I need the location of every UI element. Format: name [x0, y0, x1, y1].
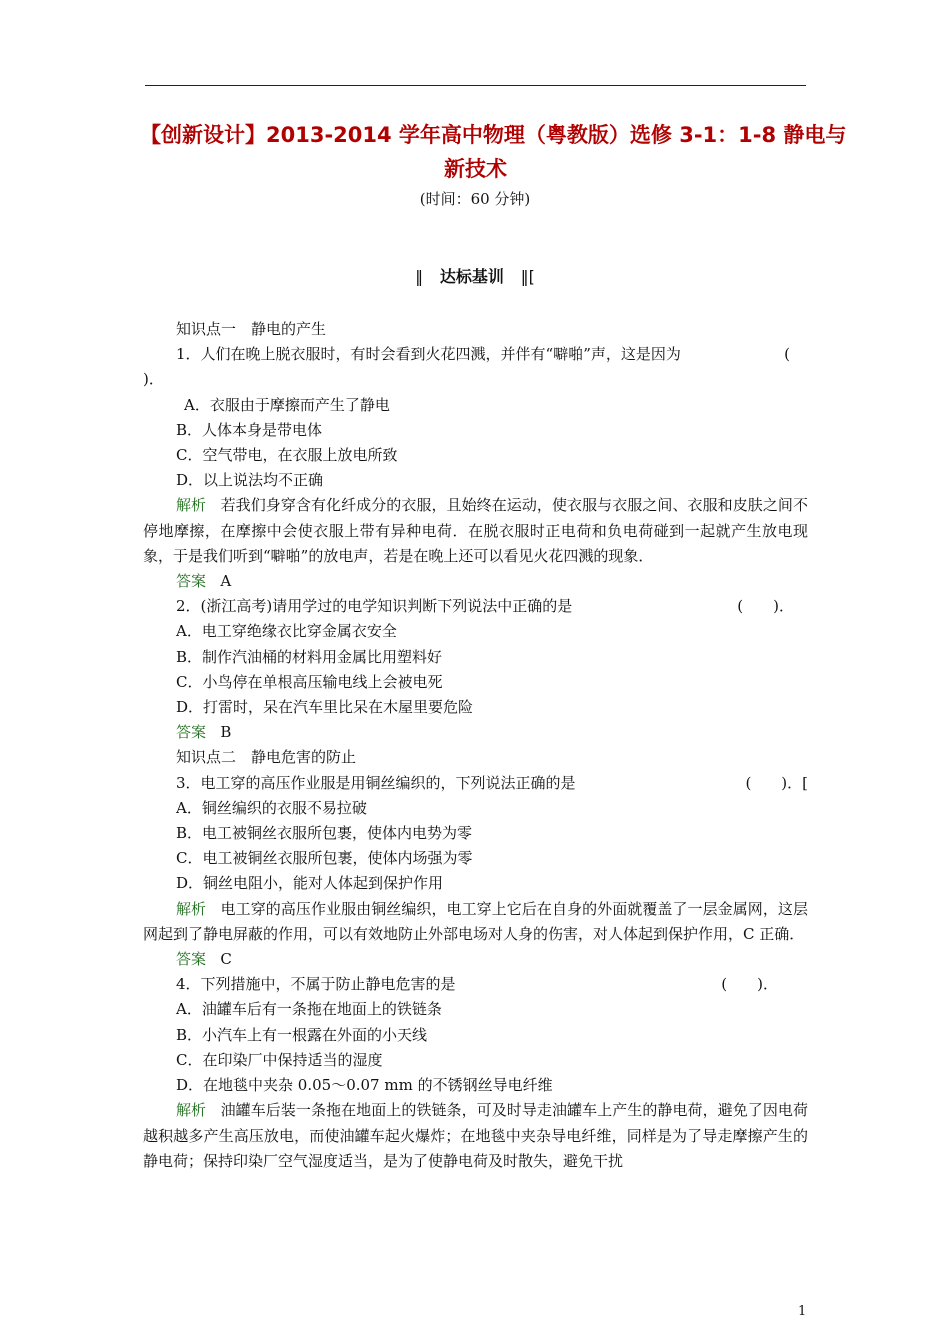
question-1-bracket-close: )．	[143, 370, 164, 389]
analysis-text: 若我们身穿含有化纤成分的衣服，且始终在运动，使衣服与衣服之间、衣服和皮肤之间不停地摩擦，在摩擦中会使衣服上带有异种电荷．在脱衣服时正电荷和负电荷碰到一起就产生放电现象，于是我们听到“噼啪”的放电声，若是在晚上还可以看见火花四溅的现象．	[143, 496, 808, 565]
title-line-2: 新技术	[444, 157, 507, 181]
document-title	[140, 118, 847, 186]
question-1-answer	[176, 569, 808, 594]
question-3-analysis	[143, 897, 808, 947]
question-3-option-d: D．铜丝电阻小，能对人体起到保护作用	[176, 874, 444, 893]
question-4-option-a: A．油罐车后有一条拖在地面上的铁链条	[176, 1000, 442, 1019]
question-4-option-c: C．在印染厂中保持适当的湿度	[176, 1050, 383, 1069]
header-rule	[145, 85, 806, 86]
question-4-analysis	[143, 1098, 808, 1174]
question-2-option-d: D．打雷时，呆在汽车里比呆在木屋里要危险	[176, 698, 474, 717]
answer-value: A	[220, 572, 232, 591]
analysis-label: 解析	[176, 496, 207, 515]
exercise-content	[143, 317, 808, 1174]
question-1-stem	[176, 342, 808, 367]
question-2-option-a: A．电工穿绝缘衣比穿金属衣安全	[176, 622, 397, 641]
page-number: 1	[798, 1304, 807, 1319]
title-line-1: 【创新设计】2013-2014 学年高中物理（粤教版）选修 3-1：1-8 静电与	[140, 123, 847, 147]
question-1-analysis	[143, 493, 808, 569]
question-1-option-a: A．衣服由于摩擦而产生了静电	[184, 395, 390, 414]
answer-value: B	[220, 723, 232, 742]
knowledge-point-2: 知识点二 静电危害的防止	[176, 748, 357, 767]
question-1-bracket-open: (	[784, 345, 790, 364]
section-right-bars: ‖[	[520, 267, 535, 286]
answer-label: 答案	[176, 572, 207, 591]
question-1-option-d: D．以上说法均不正确	[176, 471, 324, 490]
question-2-bracket: ( )．	[737, 597, 794, 616]
analysis-text: 油罐车后装一条拖在地面上的铁链条，可及时导走油罐车上产生的静电荷，避免了因电荷越积越多产生高压放电，而使油罐车起火爆炸；在地毯中夹杂导电纤维，同样是为了导走摩擦产生的静电荷；保持印染厂空气湿度适当，是为了使静电荷及时散失，避免干扰	[143, 1101, 808, 1170]
answer-value: C	[220, 950, 232, 969]
question-1-text: 1．人们在晚上脱衣服时，有时会看到火花四溅，并伴有“噼啪”声，这是因为	[176, 345, 681, 364]
knowledge-point-1: 知识点一 静电的产生	[176, 320, 327, 338]
time-limit: (时间：60 分钟)	[419, 190, 531, 208]
question-3-option-a: A．铜丝编织的衣服不易拉破	[176, 798, 367, 817]
section-label: 达标基训	[439, 267, 504, 286]
analysis-text: 电工穿的高压作业服由铜丝编织，电工穿上它后在自身的外面就覆盖了一层金属网，这层网起到了静电屏蔽的作用，可以有效地防止外部电场对人身的伤害，对人体起到保护作用，C 正确．	[143, 899, 808, 943]
question-2-stem	[176, 594, 808, 619]
answer-label: 答案	[176, 723, 207, 742]
question-4-stem	[176, 972, 808, 997]
question-1-option-b: B．人体本身是带电体	[176, 420, 323, 439]
question-2-answer	[176, 720, 808, 745]
question-2-option-c: C．小鸟停在单根高压输电线上会被电死	[176, 672, 443, 691]
answer-label: 答案	[176, 950, 207, 969]
question-3-bracket: ( )．[	[745, 773, 808, 792]
question-2-text: 2．(浙江高考)请用学过的电学知识判断下列说法中正确的是	[176, 597, 573, 616]
question-4-text: 4．下列措施中，不属于防止静电危害的是	[176, 975, 456, 994]
section-heading	[0, 265, 950, 289]
analysis-label: 解析	[176, 899, 207, 918]
question-1-option-c: C．空气带电，在衣服上放电所致	[176, 446, 398, 465]
question-4-bracket: ( )．	[721, 975, 778, 994]
question-3-text: 3．电工穿的高压作业服是用铜丝编织的，下列说法正确的是	[176, 773, 576, 792]
question-3-answer	[176, 947, 808, 972]
question-3-stem	[176, 771, 808, 796]
question-4-option-d: D．在地毯中夹杂 0.05～0.07 mm 的不锈钢丝导电纤维	[176, 1076, 553, 1095]
question-4-option-b: B．小汽车上有一根露在外面的小天线	[176, 1025, 428, 1044]
question-3-option-b: B．电工被铜丝衣服所包裹，使体内电势为零	[176, 824, 473, 843]
section-left-bars: ‖	[415, 267, 424, 286]
question-3-option-c: C．电工被铜丝衣服所包裹，使体内场强为零	[176, 849, 473, 868]
question-2-option-b: B．制作汽油桶的材料用金属比用塑料好	[176, 647, 443, 666]
analysis-label: 解析	[176, 1101, 207, 1120]
